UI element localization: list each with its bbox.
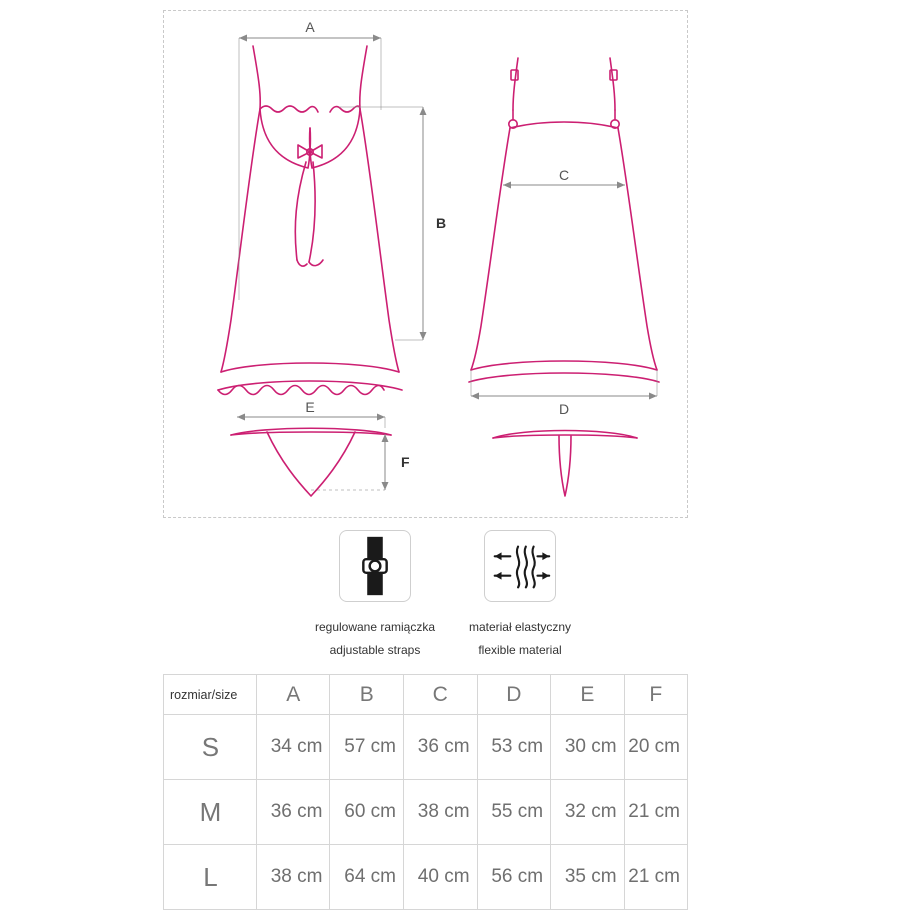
- feature-label-group: [300, 616, 450, 662]
- feature-adjustable-straps: [300, 530, 450, 662]
- feature-label-group: [445, 616, 595, 662]
- cell-e: 35 cm: [551, 845, 625, 910]
- dimension-label-C: C: [558, 167, 570, 183]
- cell-e: 30 cm: [551, 715, 625, 780]
- row-size-label: S: [164, 715, 257, 780]
- row-size-label: M: [164, 780, 257, 845]
- cell-b: 57 cm: [330, 715, 404, 780]
- feature-label-en: adjustable straps: [329, 642, 421, 657]
- size-table-wrapper: [163, 674, 688, 910]
- feature-label-en: flexible material: [478, 642, 562, 657]
- feature-label-pl: regulowane ramiączka: [314, 620, 436, 634]
- header-cell-b: B: [330, 675, 404, 715]
- cell-c: 40 cm: [404, 845, 478, 910]
- dimension-label-A: A: [305, 19, 315, 35]
- feature-label-pl: materiał elastyczny: [468, 620, 572, 634]
- cell-a: 38 cm: [256, 845, 330, 910]
- cell-d: 53 cm: [477, 715, 551, 780]
- size-table: [163, 674, 688, 910]
- cell-b: 60 cm: [330, 780, 404, 845]
- feature-icons: [300, 530, 600, 665]
- flexible-material-icon: [484, 530, 556, 602]
- cell-c: 36 cm: [404, 715, 478, 780]
- cell-e: 32 cm: [551, 780, 625, 845]
- adjustable-strap-icon: [339, 530, 411, 602]
- header-cell-c: C: [404, 675, 478, 715]
- cell-f: 20 cm: [624, 715, 687, 780]
- cell-d: 55 cm: [477, 780, 551, 845]
- header-cell-e: E: [551, 675, 625, 715]
- cell-d: 56 cm: [477, 845, 551, 910]
- dimension-label-B: B: [436, 215, 447, 231]
- technical-drawing: [163, 10, 688, 518]
- header-cell-d: D: [477, 675, 551, 715]
- table-header-row: [164, 675, 688, 715]
- cell-a: 36 cm: [256, 780, 330, 845]
- cell-c: 38 cm: [404, 780, 478, 845]
- table-row: [164, 780, 688, 845]
- dimension-label-F: F: [401, 454, 410, 470]
- header-cell-f: F: [624, 675, 687, 715]
- cell-f: 21 cm: [624, 845, 687, 910]
- row-size-label: L: [164, 845, 257, 910]
- header-cell-size: rozmiar/size: [164, 675, 257, 715]
- cell-b: 64 cm: [330, 845, 404, 910]
- dimension-label-D: D: [558, 401, 570, 417]
- cell-a: 34 cm: [256, 715, 330, 780]
- table-row: [164, 715, 688, 780]
- feature-flexible-material: [445, 530, 595, 662]
- cell-f: 21 cm: [624, 780, 687, 845]
- dimension-label-E: E: [305, 399, 315, 415]
- header-cell-a: A: [256, 675, 330, 715]
